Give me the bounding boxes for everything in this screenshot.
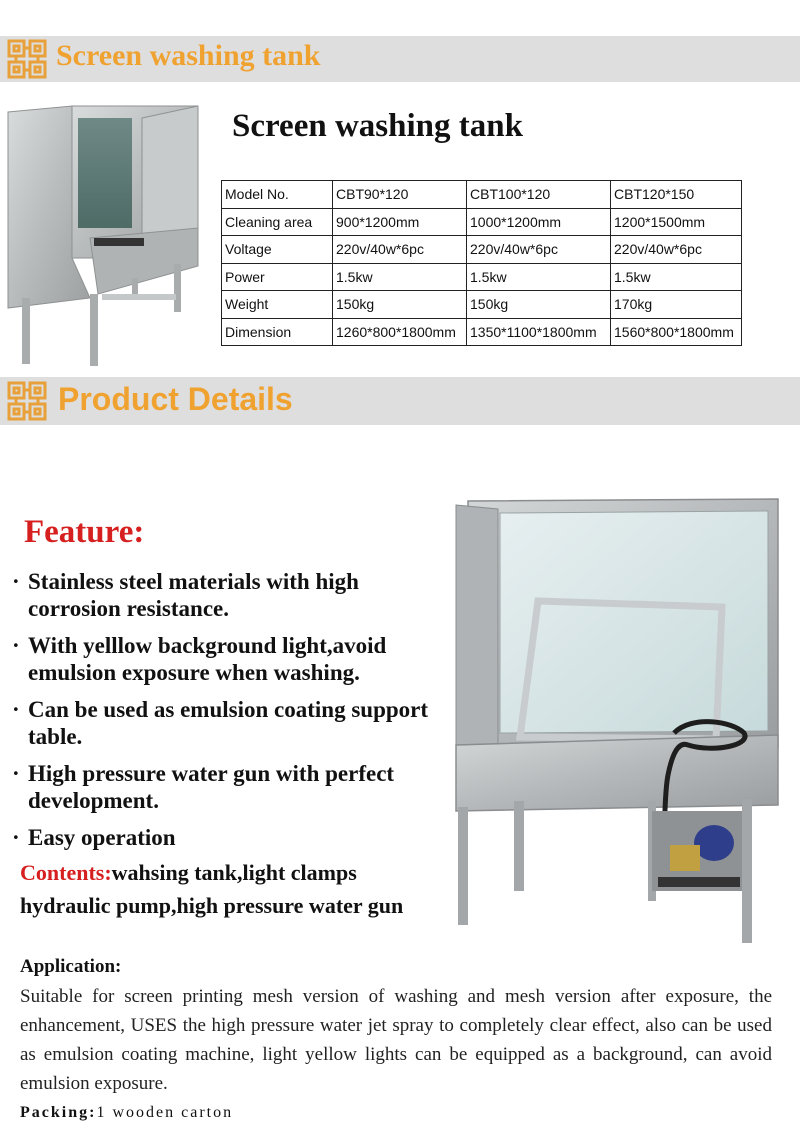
table-cell: CBT120*150: [611, 181, 742, 209]
list-item: [12, 760, 452, 814]
feature-text: Stainless steel materials with high corrosion resistance.: [28, 569, 359, 621]
feature-text: With yelllow background light,avoid emulsion exposure when washing.: [28, 633, 387, 685]
table-cell: CBT90*120: [333, 181, 467, 209]
bullet-icon: ·: [12, 569, 20, 594]
table-row: [222, 318, 742, 346]
table-cell: 220v/40w*6pc: [333, 236, 467, 264]
table-cell: 1200*1500mm: [611, 208, 742, 236]
screen-washing-tank-photo: [2, 98, 200, 370]
product-title: Screen washing tank: [232, 108, 523, 144]
list-item: [12, 632, 452, 686]
table-row: [222, 181, 742, 209]
packing-label: Packing:: [20, 1104, 97, 1121]
contents-text: wahsing tank,light clamps: [111, 860, 357, 885]
packing-line: [20, 1104, 233, 1122]
table-cell: Cleaning area: [222, 208, 333, 236]
list-item: [12, 696, 452, 750]
screen-washing-tank-detail-photo: [452, 495, 782, 945]
table-row: [222, 208, 742, 236]
table-cell: 1.5kw: [467, 263, 611, 291]
bullet-icon: ·: [12, 761, 20, 786]
table-cell: 1000*1200mm: [467, 208, 611, 236]
table-cell: 900*1200mm: [333, 208, 467, 236]
bullet-icon: ·: [12, 697, 20, 722]
section-title: Product Details: [58, 381, 293, 417]
feature-text: Easy operation: [28, 825, 176, 850]
table-cell: Model No.: [222, 181, 333, 209]
table-cell: Dimension: [222, 318, 333, 346]
table-cell: 1.5kw: [611, 263, 742, 291]
table-cell: 220v/40w*6pc: [467, 236, 611, 264]
contents-line: hydraulic pump,high pressure water gun: [20, 893, 404, 918]
application-body: Suitable for screen printing mesh version of washing and mesh version after exposure, the enhancement, USES the high pressure water jet spray to completely clear effect, also can be used as emulsion coating machine, light yellow lights can be equipped as a background, can avoid emulsion exposure.: [20, 986, 772, 1094]
application-heading: Application:: [20, 956, 122, 977]
table-cell: 170kg: [611, 291, 742, 319]
section-title: Screen washing tank: [56, 39, 321, 72]
bullet-icon: ·: [12, 633, 20, 658]
table-cell: 150kg: [467, 291, 611, 319]
knot-ornament-icon: [6, 380, 48, 422]
contents-label: Contents:: [20, 860, 112, 885]
feature-text: High pressure water gun with perfect development.: [28, 761, 395, 813]
feature-heading: Feature:: [24, 514, 145, 550]
knot-ornament-icon: [6, 38, 48, 80]
list-item: [12, 568, 452, 622]
table-cell: Power: [222, 263, 333, 291]
section-header-product-details: [0, 377, 800, 425]
table-cell: CBT100*120: [467, 181, 611, 209]
feature-text: Can be used as emulsion coating support table.: [28, 697, 429, 749]
table-cell: 1350*1100*1800mm: [467, 318, 611, 346]
feature-list: [12, 568, 452, 861]
section-header-screen-washing-tank: [0, 36, 800, 82]
table-row: [222, 236, 742, 264]
table-cell: 1260*800*1800mm: [333, 318, 467, 346]
bullet-icon: ·: [12, 825, 20, 850]
table-cell: Voltage: [222, 236, 333, 264]
table-cell: 220v/40w*6pc: [611, 236, 742, 264]
contents-line: [20, 860, 357, 886]
table-row: [222, 263, 742, 291]
table-cell: Weight: [222, 291, 333, 319]
list-item: [12, 824, 452, 851]
table-cell: 1.5kw: [333, 263, 467, 291]
spec-table: [221, 180, 742, 346]
packing-value: 1 wooden carton: [96, 1104, 234, 1121]
table-cell: 1560*800*1800mm: [611, 318, 742, 346]
table-row: [222, 291, 742, 319]
table-cell: 150kg: [333, 291, 467, 319]
